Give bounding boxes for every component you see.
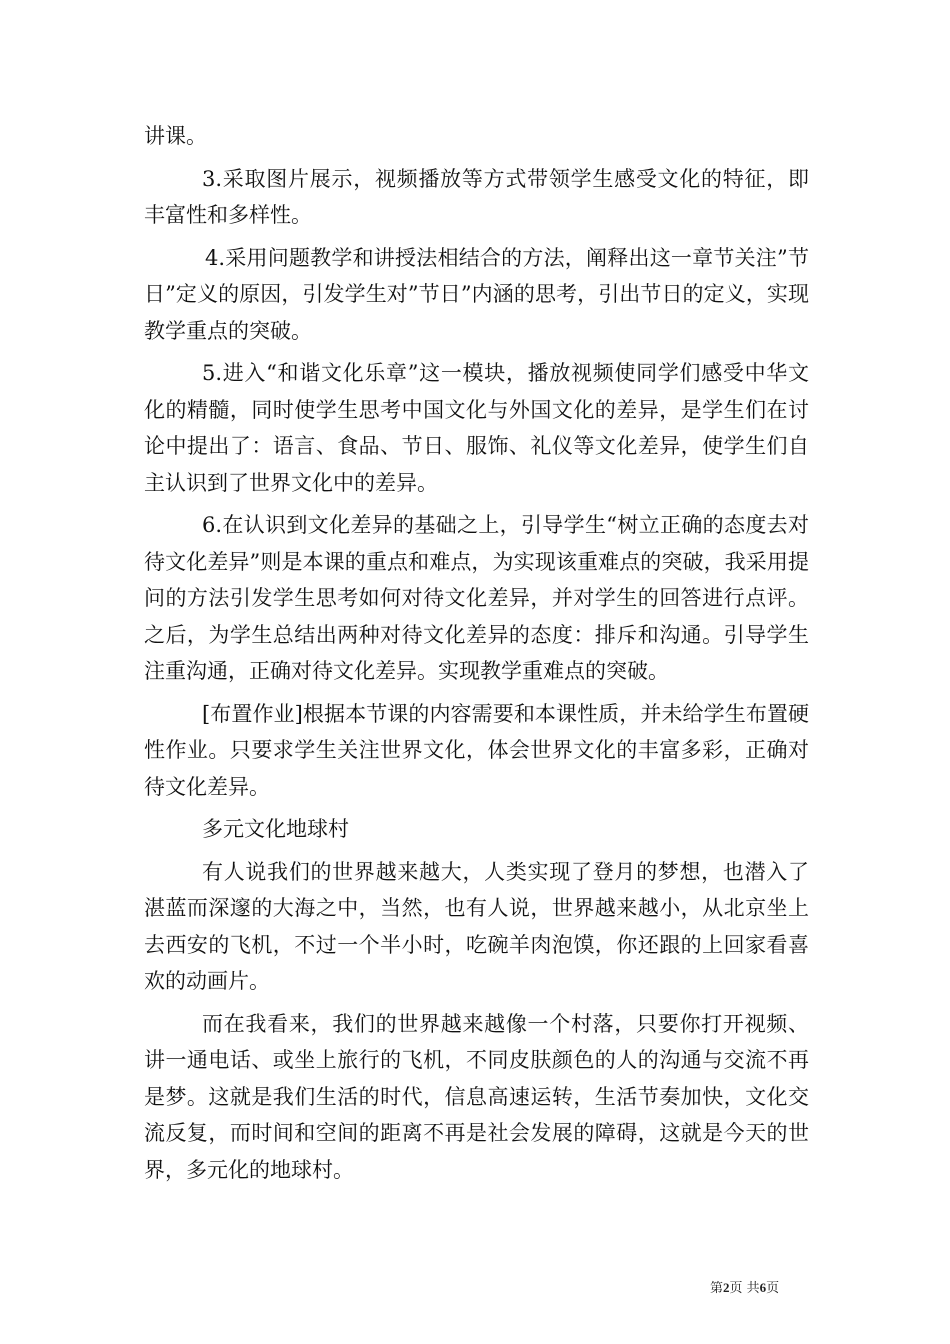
paragraph-item-3: 3.采取图片展示，视频播放等方式带领学生感受文化的特征，即丰富性和多样性。: [144, 166, 809, 227]
paragraph-item-5: 5.进入“和谐文化乐章”这一模块，播放视频使同学们感受中华文化的精髓，同时使学生思考中国文化与外国文化的差异，是学生们在讨论中提出了：语言、食品、节日、服饰、礼仪等文化差异，使学生们自主认识到了世界文化中的差异。: [144, 361, 809, 495]
paragraph-item-4: 4.采用问题教学和讲授法相结合的方法，阐释出这一章节关注”节日”定义的原因，引发学生对”节日”内涵的思考，引出节日的定义，实现教学重点的突破。: [144, 245, 809, 343]
footer-suffix: 页: [766, 1281, 780, 1296]
section-heading: 多元文化地球村: [202, 817, 349, 841]
footer-current-page: 2: [723, 1280, 730, 1295]
paragraph-essay-2: 而在我看来，我们的世界越来越像一个村落，只要你打开视频、讲一通电话、或坐上旅行的飞机，不同皮肤颜色的人的沟通与交流不再是梦。这就是我们生活的时代，信息高速运转，生活节奏加快，文化交流反复，而时间和空间的距离不再是社会发展的障碍，这就是今天的世界，多元化的地球村。: [144, 1011, 809, 1182]
paragraph-continuation: 讲课。: [144, 124, 207, 148]
paragraph-essay-1: 有人说我们的世界越来越大，人类实现了登月的梦想，也潜入了湛蓝而深邃的大海之中，当然，也有人说，世界越来越小，从北京坐上去西安的飞机，不过一个半小时，吃碗羊肉泡馍，你还跟的上回家看喜欢的动画片。: [144, 859, 809, 993]
footer-middle: 页 共: [729, 1281, 760, 1296]
paragraph-homework: [布置作业]根据本节课的内容需要和本课性质，并未给学生布置硬性作业。只要求学生关注世界文化，体会世界文化的丰富多彩，正确对待文化差异。: [144, 701, 809, 799]
paragraph-item-6: 6.在认识到文化差异的基础之上，引导学生“树立正确的态度去对待文化差异”则是本课的重点和难点，为实现该重难点的突破，我采用提问的方法引发学生思考如何对待文化差异，并对学生的回答进行点评。之后，为学生总结出两种对待文化差异的态度：排斥和沟通。引导学生注重沟通，正确对待文化差异。实现教学重难点的突破。: [144, 513, 809, 683]
footer-total-pages: 6: [759, 1280, 767, 1295]
document-body: [144, 118, 809, 1194]
footer-prefix: 第: [710, 1281, 724, 1296]
page-number-footer: [710, 1277, 779, 1296]
